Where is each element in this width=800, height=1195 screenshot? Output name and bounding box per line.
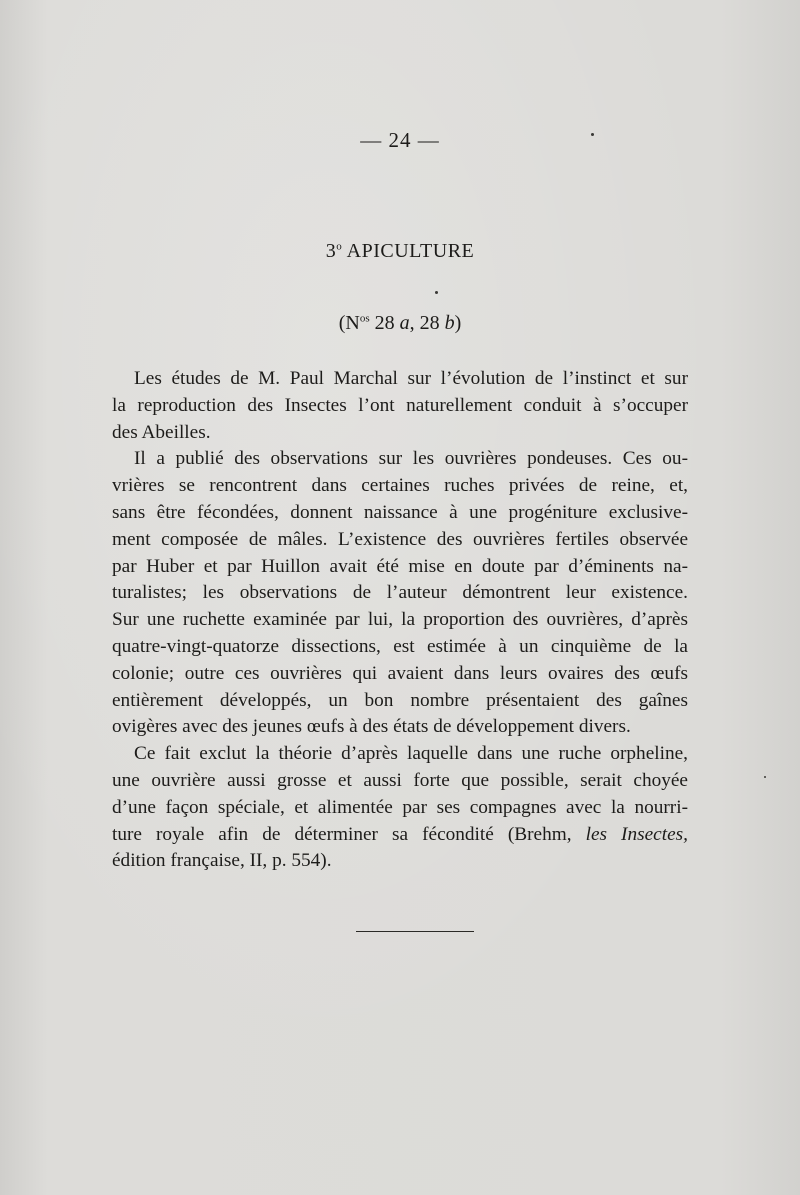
citation-title: les Insectes, — [585, 823, 688, 845]
text-line: turalistes; les observations de l’auteur démontrent leur existence. — [112, 582, 688, 604]
text-line: Ce fait exclut la théorie d’après laquelle dans une ruche orpheline, — [134, 743, 688, 765]
page-number: — 24 — — [360, 128, 440, 152]
text-line: d’une façon spéciale, et alimentée par ses compagnes avec la nourri- — [112, 796, 688, 818]
reference-open: (N — [338, 312, 360, 334]
section-title-text: APICULTURE — [346, 240, 475, 262]
text-line: entièrement développés, un bon nombre présentaient des gaînes — [112, 689, 688, 711]
text-line: édition française, II, p. 554). — [112, 850, 332, 872]
reference-number-2: , 28 — [409, 312, 445, 334]
section-number-ordinal: o — [336, 240, 343, 253]
text-line-with-citation — [112, 822, 688, 849]
text-line: sans être fécondées, donnent naissance à une progéniture exclusive- — [112, 501, 688, 523]
text-line: quatre-vingt-quatorze dissections, est estimée à un cinquième de la — [112, 635, 688, 657]
reference-close: ) — [454, 312, 462, 334]
text-line: Les études de M. Paul Marchal sur l’évolution de l’instinct et sur — [134, 368, 688, 389]
reference-sup: os — [359, 312, 370, 325]
citation-lead-text: ture royale afin de déterminer sa fécondité (Brehm, — [112, 823, 586, 845]
text-line: Sur une ruchette examinée par lui, la proportion des ouvrières, d’après — [112, 609, 688, 631]
text-line: la reproduction des Insectes l’ont naturellement conduit à s’occuper — [112, 394, 688, 416]
section-end-rule — [356, 931, 474, 932]
reference-numbers — [0, 312, 800, 335]
reference-number-1: 28 — [369, 312, 400, 334]
paper-speck — [591, 133, 594, 136]
paper-speck — [764, 776, 766, 778]
text-line: Il a publié des observations sur les ouvrières pondeuses. Ces ou- — [134, 448, 688, 470]
reference-letter-a: a — [399, 312, 410, 334]
section-heading — [0, 240, 800, 263]
paper-speck — [435, 291, 438, 294]
body-text — [112, 366, 688, 875]
text-line: colonie; outre ces ouvrières qui avaient dans leurs ovaires des œufs — [112, 662, 688, 684]
text-line: ment composée de mâles. L’existence des ouvrières fertiles observée — [112, 528, 688, 550]
text-line: des Abeilles. — [112, 421, 211, 443]
text-line: vrières se rencontrent dans certaines ruches privées de reine, et, — [112, 475, 688, 497]
section-number: 3 — [325, 240, 337, 262]
text-line: une ouvrière aussi grosse et aussi forte que possible, serait choyée — [112, 769, 688, 791]
text-line: par Huber et par Huillon avait été mise en doute par d’éminents na- — [112, 555, 688, 577]
text-line: ovigères avec des jeunes œufs à des états de développement divers. — [112, 716, 631, 738]
reference-letter-b: b — [444, 312, 455, 334]
